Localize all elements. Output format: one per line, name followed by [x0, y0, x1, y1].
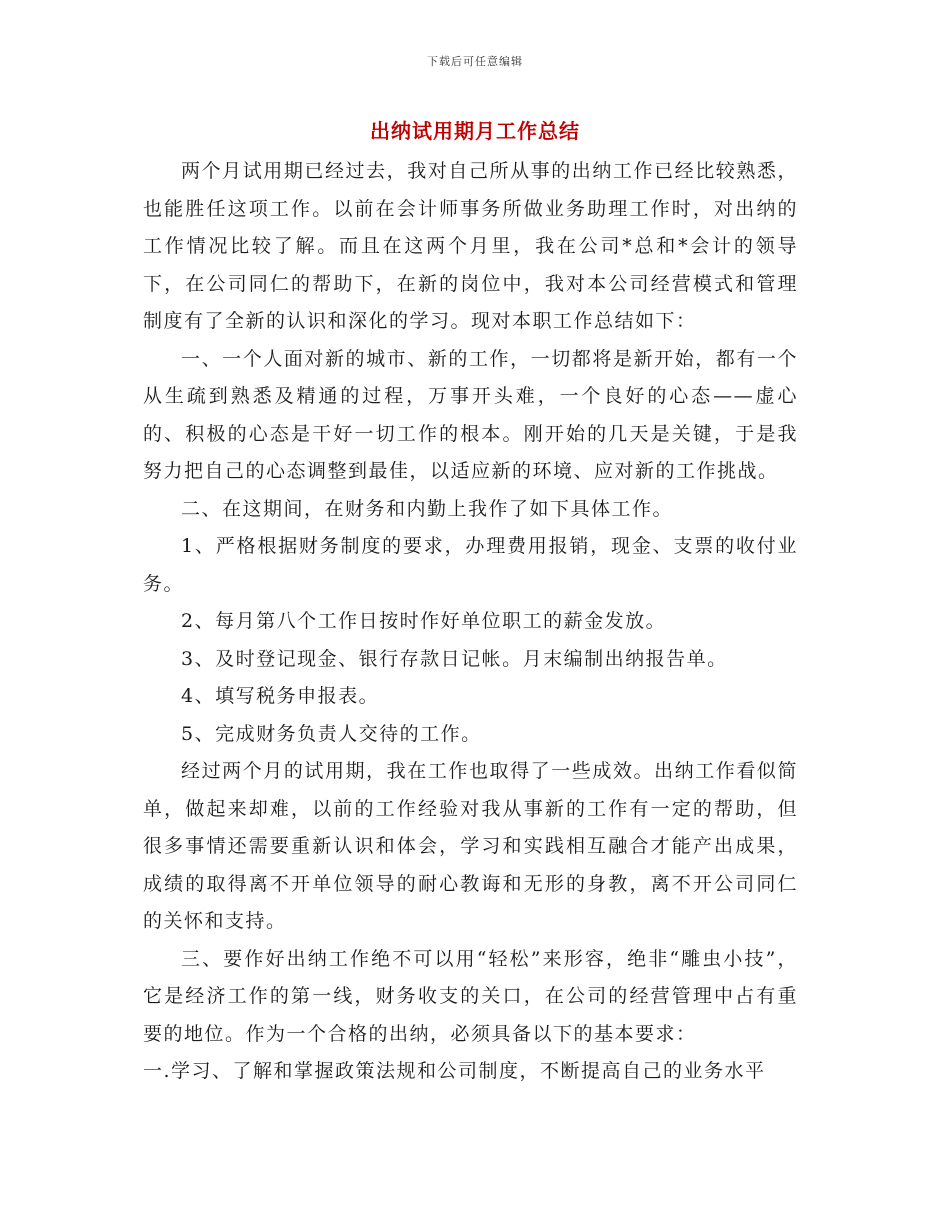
paragraph-requirement-1: 一.学习、了解和掌握政策法规和公司制度，不断提高自己的业务水平 [143, 1060, 766, 1082]
paragraph-intro: 两个月试用期已经过去，我对自己所从事的出纳工作已经比较熟悉，也能胜任这项工作。以前在会计师事务所做业务助理工作时，对出纳的工作情况比较了解。而且在这两个月里，我在公司*总和*会计的领导下，在公司同仁的帮助下，在新的岗位中，我对本公司经营模式和管理制度有了全新的认识和深化的学习。现对本职工作总结如下： [143, 160, 798, 332]
list-item-5: 5、完成财务负责人交待的工作。 [181, 722, 482, 745]
paragraph-section-2: 二、在这期间，在财务和内勤上我作了如下具体工作。 [181, 497, 674, 520]
paragraph-section-1: 一、一个人面对新的城市、新的工作，一切都将是新开始，都有一个从生疏到熟悉及精通的过程，万事开头难，一个良好的心态——虚心的、积极的心态是干好一切工作的根本。刚开始的几天是关键，于是我努力把自己的心态调整到最佳，以适应新的环境、应对新的工作挑战。 [143, 347, 798, 482]
paragraph-section-3: 三、要作好出纳工作绝不可以用“轻松”来形容，绝非“雕虫小技”，它是经济工作的第一线，财务收支的关口，在公司的经营管理中占有重要的地位。作为一个合格的出纳，必须具备以下的基本要求： [143, 947, 798, 1045]
list-item-4: 4、填写税务申报表。 [181, 685, 380, 707]
document-body [143, 153, 798, 1091]
list-item-2: 2、每月第八个工作日按时作好单位职工的薪金发放。 [181, 610, 667, 632]
header-note: 下载后可任意编辑 [427, 55, 523, 68]
list-item-3: 3、及时登记现金、银行存款日记帐。月末编制出纳报告单。 [181, 647, 728, 670]
paragraph-results: 经过两个月的试用期，我在工作也取得了一些成效。出纳工作看似简单，做起来却难，以前的工作经验对我从事新的工作有一定的帮助，但很多事情还需要重新认识和体会，学习和实践相互融合才能产出成果，成绩的取得离不开单位领导的耐心教诲和无形的身教，离不开公司同仁的关怀和支持。 [143, 760, 798, 932]
list-item-1: 1、严格根据财务制度的要求，办理费用报销，现金、支票的收付业务。 [143, 535, 798, 595]
document-title: 出纳试用期月工作总结 [370, 119, 580, 143]
